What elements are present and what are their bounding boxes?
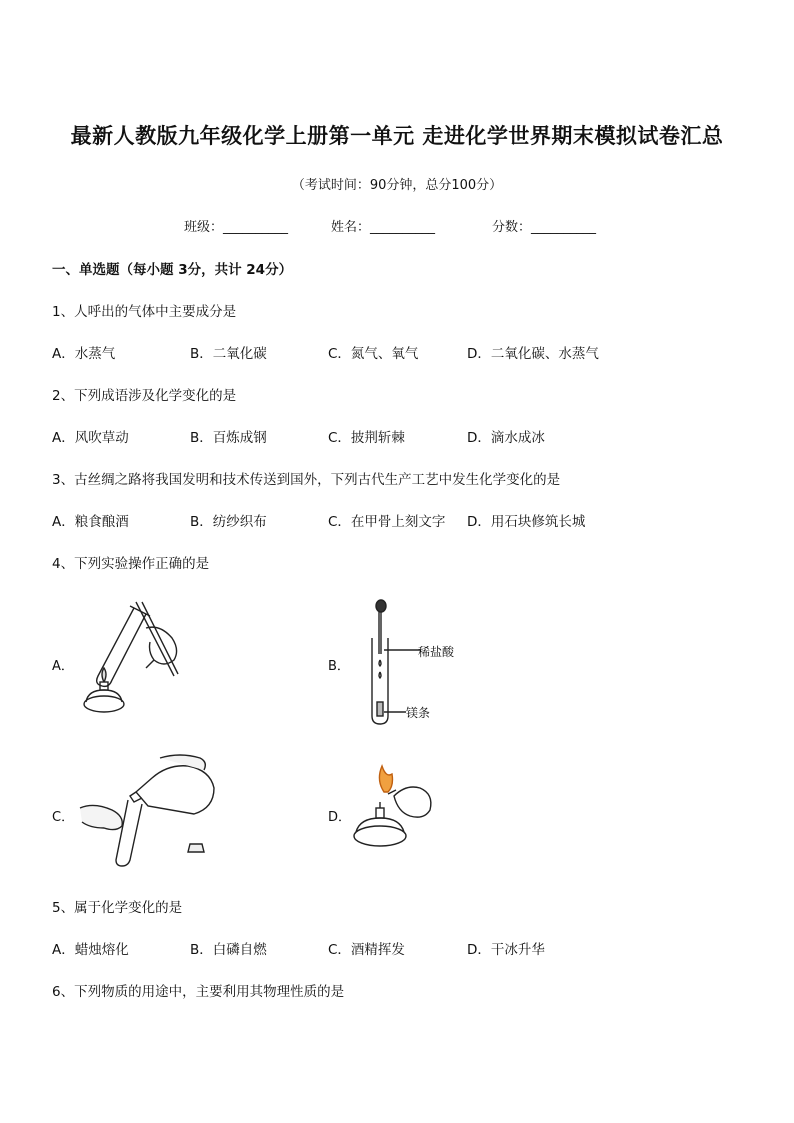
class-label: 班级： <box>184 220 224 235</box>
q5-option-a: A．蜡烛熔化 <box>52 942 129 958</box>
class-blank: __________ <box>223 220 289 235</box>
q1-option-b: B．二氧化碳 <box>190 346 267 362</box>
q5-option-d: D．干冰升华 <box>467 942 545 958</box>
q2-option-d: D．滴水成冰 <box>467 430 545 446</box>
q4-option-b: B． <box>328 659 350 674</box>
class-field <box>184 216 288 235</box>
q3-option-a: A．粮食酿酒 <box>52 514 129 530</box>
heating-test-tube-illustration <box>76 598 186 718</box>
q1-option-d: D．二氧化碳、水蒸气 <box>467 346 599 362</box>
lighting-lamp-illustration <box>350 762 440 858</box>
name-blank: __________ <box>370 220 436 235</box>
q5-option-b: B．白磷自燃 <box>190 942 267 958</box>
q4-option-d: D． <box>328 810 352 825</box>
q4-option-c: C． <box>52 810 75 825</box>
q2-option-a: A．风吹草动 <box>52 430 129 446</box>
exam-info: （考试时间：90分钟，总分100分） <box>291 178 503 193</box>
label-magnesium-strip: 镁条 <box>406 706 431 720</box>
question-3-stem: 3、古丝绸之路将我国发明和技术传送到国外，下列古代生产工艺中发生化学变化的是 <box>52 472 561 488</box>
question-6-stem: 6、下列物质的用途中，主要利用其物理性质的是 <box>52 984 345 1000</box>
q4-option-a: A． <box>52 659 74 674</box>
section-heading: 一、单选题（每小题 3分，共计 24分） <box>52 262 293 278</box>
question-5-stem: 5、属于化学变化的是 <box>52 900 183 916</box>
q2-option-c: C．披荆斩棘 <box>328 430 405 446</box>
score-label: 分数： <box>492 220 532 235</box>
q1-option-c: C．氮气、氧气 <box>328 346 419 362</box>
q3-option-d: D．用石块修筑长城 <box>467 514 586 530</box>
question-1-stem: 1、人呼出的气体中主要成分是 <box>52 304 237 320</box>
pouring-liquid-illustration <box>76 748 226 868</box>
page-title: 最新人教版九年级化学上册第一单元 走进化学世界期末模拟试卷汇总 <box>70 124 724 148</box>
name-field <box>331 216 435 235</box>
label-dilute-hydrochloric-acid: 稀盐酸 <box>418 645 455 659</box>
score-field <box>492 216 596 235</box>
question-2-stem: 2、下列成语涉及化学变化的是 <box>52 388 237 404</box>
q2-option-b: B．百炼成钢 <box>190 430 267 446</box>
q5-option-c: C．酒精挥发 <box>328 942 405 958</box>
q1-option-a: A．水蒸气 <box>52 346 116 362</box>
q3-option-b: B．纺纱织布 <box>190 514 267 530</box>
score-blank: __________ <box>531 220 597 235</box>
name-label: 姓名： <box>331 220 371 235</box>
question-4-stem: 4、下列实验操作正确的是 <box>52 556 210 572</box>
q3-option-c: C．在甲骨上刻文字 <box>328 514 446 530</box>
